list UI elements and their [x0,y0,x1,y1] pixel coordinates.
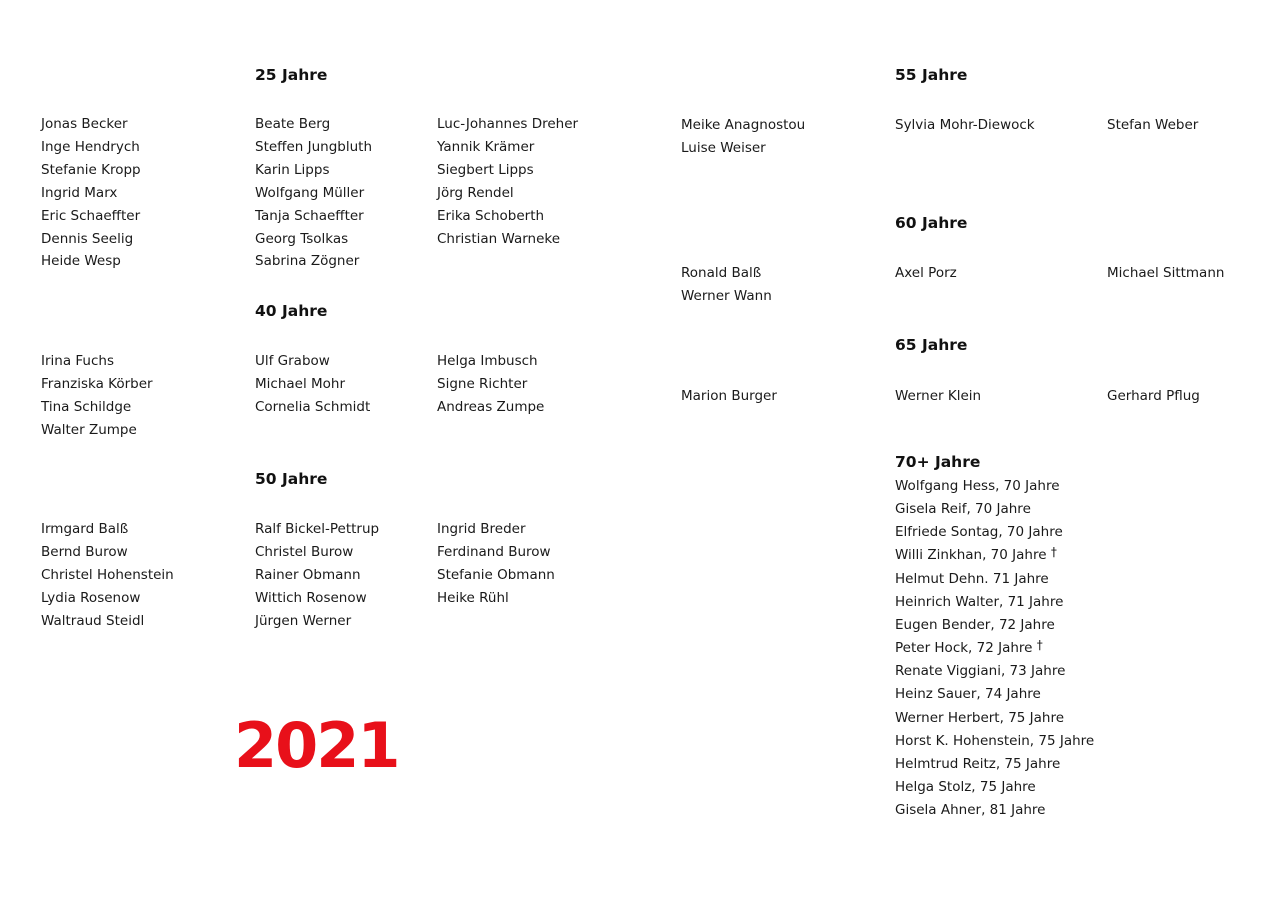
list-item-text: Renate Viggiani, 73 Jahre [895,663,1066,680]
list-item [895,776,1094,799]
list-item: Meike Anagnostou [681,117,806,133]
list-item: Irmgard Balß [41,521,129,537]
list-item-text: Elfriede Sontag, 70 Jahre [895,524,1063,541]
list-item: Walter Zumpe [41,421,137,438]
list-item-text: Helmtrud Reitz, 75 Jahre [895,755,1061,772]
list-item: Inge Hendrych [41,138,140,155]
list-item: Signe Richter [437,375,528,392]
list-65-jahre-col1 [681,385,777,408]
list-item-text: Heinz Sauer, 74 Jahre [895,686,1041,703]
list-item: Ralf Bickel-Pettrup [255,521,380,537]
list-item [895,799,1094,822]
list-item: Heide Wesp [41,253,121,270]
list-65-jahre-col2 [895,385,981,408]
list-item-text: Gisela Ahner, 81 Jahre [895,802,1046,819]
list-item: Jörg Rendel [437,184,514,201]
list-item: Sabrina Zögner [255,253,360,270]
list-50-jahre-col3 [437,518,555,610]
list-item: Rainer Obmann [255,566,361,583]
year-title: 2021 [234,709,399,782]
list-item-text: Horst K. Hohenstein, 75 Jahre [895,732,1095,749]
list-65-jahre-col3 [1107,385,1200,408]
list-item: Ingrid Marx [41,184,118,201]
list-item: Marion Burger [681,388,777,404]
list-item: Stefan Weber [1107,117,1199,133]
list-item: Karin Lipps [255,161,330,178]
list-55-jahre-col1 [681,114,805,160]
list-50-jahre-col2 [255,518,379,633]
list-25-jahre-col3 [437,113,578,250]
list-item [895,730,1094,753]
list-item-text: Heinrich Walter, 71 Jahre [895,593,1064,610]
list-item: Sylvia Mohr-Diewock [895,117,1035,133]
heading-55-jahre: 55 Jahre [895,66,968,84]
list-60-jahre-col2 [895,262,957,285]
list-item: Helga Imbusch [437,353,538,369]
list-item: Bernd Burow [41,543,128,560]
list-item: Tanja Schaeffter [255,207,364,224]
list-item: Stefanie Kropp [41,161,141,178]
list-item [895,614,1094,637]
list-item: Werner Klein [895,388,982,404]
list-item: Jonas Becker [41,116,128,132]
list-40-jahre-col1 [41,350,153,442]
heading-25-jahre: 25 Jahre [255,66,328,84]
list-60-jahre-col3 [1107,262,1224,285]
list-item [895,753,1094,776]
deceased-cross-icon: † [1036,638,1043,653]
list-item: Michael Sittmann [1107,265,1225,281]
list-item: Tina Schildge [41,398,132,415]
list-item: Ronald Balß [681,265,762,281]
list-item [895,544,1094,567]
list-item: Gerhard Pflug [1107,388,1200,404]
list-item: Cornelia Schmidt [255,398,371,415]
list-item: Luc-Johannes Dreher [437,116,579,132]
deceased-cross-icon: † [1050,545,1057,560]
list-item-text: Eugen Bender, 72 Jahre [895,616,1055,633]
list-item: Luise Weiser [681,139,766,156]
list-item: Dennis Seelig [41,230,134,247]
list-item: Steffen Jungbluth [255,138,373,155]
list-item [895,498,1094,521]
list-item: Ferdinand Burow [437,543,551,560]
list-item: Eric Schaeffter [41,207,141,224]
list-item: Ulf Grabow [255,353,330,369]
list-item: Erika Schoberth [437,207,545,224]
list-70plus-jahre [895,475,1094,822]
list-item: Werner Wann [681,287,772,304]
list-40-jahre-col2 [255,350,370,419]
list-item: Siegbert Lipps [437,161,534,178]
list-item: Wittich Rosenow [255,589,367,606]
list-40-jahre-col3 [437,350,544,419]
list-item [895,660,1094,683]
list-item: Heike Rühl [437,589,509,606]
list-item [895,475,1094,498]
list-item: Christel Burow [255,543,354,560]
list-25-jahre-col1 [41,113,141,273]
list-item-text: Wolfgang Hess, 70 Jahre [895,478,1060,494]
list-item: Wolfgang Müller [255,184,365,201]
list-item [895,637,1094,660]
list-item-text: Helmut Dehn. 71 Jahre [895,570,1049,587]
heading-60-jahre: 60 Jahre [895,214,968,232]
list-item: Irina Fuchs [41,353,114,369]
heading-40-jahre: 40 Jahre [255,302,328,320]
list-item: Waltraud Steidl [41,612,145,629]
list-25-jahre-col2 [255,113,372,273]
list-item: Jürgen Werner [255,612,352,629]
list-item: Yannik Krämer [437,138,535,155]
list-item [895,591,1094,614]
list-item [895,683,1094,706]
list-item: Beate Berg [255,116,331,132]
list-item: Georg Tsolkas [255,230,349,247]
list-item-text: Willi Zinkhan, 70 Jahre [895,547,1047,564]
list-item-text: Gisela Reif, 70 Jahre [895,501,1031,518]
list-item [895,521,1094,544]
heading-65-jahre: 65 Jahre [895,336,968,354]
heading-50-jahre: 50 Jahre [255,470,328,488]
heading-70plus-jahre: 70+ Jahre [895,453,981,471]
list-item: Christian Warneke [437,230,561,247]
list-item: Andreas Zumpe [437,398,545,415]
list-item-text: Helga Stolz, 75 Jahre [895,779,1036,796]
list-item: Axel Porz [895,265,957,281]
list-item: Christel Hohenstein [41,566,174,583]
list-50-jahre-col1 [41,518,174,633]
list-55-jahre-col3 [1107,114,1198,137]
list-item [895,568,1094,591]
list-item [895,707,1094,730]
list-item: Stefanie Obmann [437,566,555,583]
list-55-jahre-col2 [895,114,1035,137]
list-item-text: Peter Hock, 72 Jahre [895,640,1033,657]
list-item: Franziska Körber [41,375,153,392]
list-item-text: Werner Herbert, 75 Jahre [895,709,1065,726]
list-item: Ingrid Breder [437,521,526,537]
list-item: Lydia Rosenow [41,589,141,606]
list-item: Michael Mohr [255,375,346,392]
list-60-jahre-col1 [681,262,772,308]
